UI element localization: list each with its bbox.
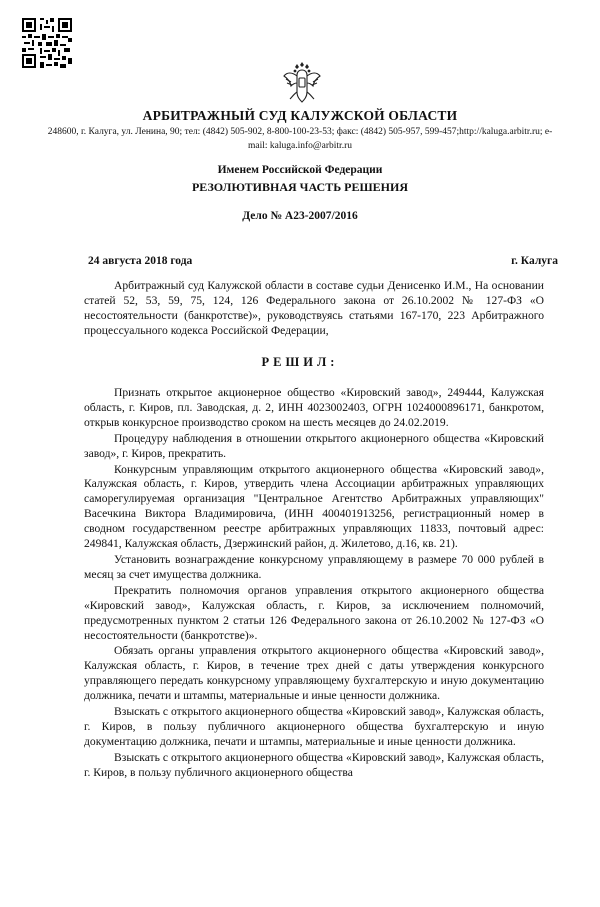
decision-text (84, 386, 544, 782)
court-name: АРБИТРАЖНЫЙ СУД КАЛУЖСКОЙ ОБЛАСТИ (142, 108, 458, 123)
coat-of-arms-icon (282, 62, 322, 106)
decision-city: г. Калуга (511, 255, 558, 267)
decided-heading: РЕШИЛ: (261, 355, 339, 369)
decision-paragraph: Конкурсным управляющим открытого акционерного общества «Кировский завод», Калужская область, г. Киров, утвердить члена Ассоциации арбитражных управляющих саморегулируемая организация "Центральное Агентство Арбитражных управляющих" Васечкина Виктора Владимировича, (ИНН 400401913256, регистрационный номер в сводном государственном реестре арбитражных управляющих 11833, почтовый адрес: 249841, Калужская область, Дзержинский район, д. Жилетово, д.16, кв. 21). (84, 462, 544, 551)
decision-paragraph: Взыскать с открытого акционерного общества «Кировский завод», Калужская область, г. Киров, в пользу публичного акционерного общества бухгалтерскую и иную документацию должника, печати и штампы, материальные и иные ценности должника. (84, 705, 544, 748)
case-number: Дело № А23-2007/2016 (242, 210, 358, 222)
intro-text (84, 279, 544, 340)
decision-paragraph: Признать открытое акционерное общество «Кировский завод», 249444, Калужская область, г. Киров, пл. Заводская, д. 2, ИНН 4023002403, ОГРН 1024000896171, банкротом, открыв конкурсное производство сроком на шесть месяцев до 24.02.2019. (84, 386, 544, 429)
qr-code-icon (22, 18, 72, 68)
court-address: 248600, г. Калуга, ул. Ленина, 90; тел: (4842) 505-902, 8-800-100-23-53; факс: (4842) 505-957, 599-457;http://kaluga.arbitr.ru; e-mail: kaluga.info@arbitr.ru (47, 127, 553, 151)
decision-paragraph: Процедуру наблюдения в отношении открытого акционерного общества «Кировский завод», г. Киров, прекратить. (84, 431, 544, 460)
document-title: РЕЗОЛЮТИВНАЯ ЧАСТЬ РЕШЕНИЯ (191, 180, 409, 194)
intro-paragraph: Арбитражный суд Калужской области в составе судьи Денисенко И.М., На основании статей 52, 53, 59, 75, 124, 126 Федерального закона от 26.10.2002 № 127-ФЗ «О несостоятельности (банкротстве)», руководствуясь статьями 167-170, 223 Арбитражного процессуального кодекса Российской Федерации, (84, 279, 544, 337)
decision-paragraph: Обязать органы управления открытого акционерного общества «Кировский завод», Калужская область, г. Киров, в течение трех дней с даты утверждения конкурсного управляющего передать конкурсному управляющему бухгалтерскую и иную документацию должника, печати и штампы, материальные и иные ценности должника. (84, 644, 544, 703)
decision-date: 24 августа 2018 года (88, 255, 193, 267)
decision-paragraph: Прекратить полномочия органов управления открытого акционерного общества «Кировский завод», Калужская область, г. Киров, за исключением полномочий, предусмотренных пунктом 2 статьи 126 Федерального закона от 26.10.2002 № 127-ФЗ «О несостоятельности (банкротстве)». (84, 583, 544, 642)
in-the-name-line: Именем Российской Федерации (217, 164, 383, 176)
decision-paragraph: Взыскать с открытого акционерного общества «Кировский завод», Калужская область, г. Киров, в пользу публичного акционерного общества (84, 750, 544, 779)
decision-paragraph: Установить вознаграждение конкурсному управляющему в размере 70 000 рублей в месяц за счет имущества должника. (84, 552, 544, 581)
